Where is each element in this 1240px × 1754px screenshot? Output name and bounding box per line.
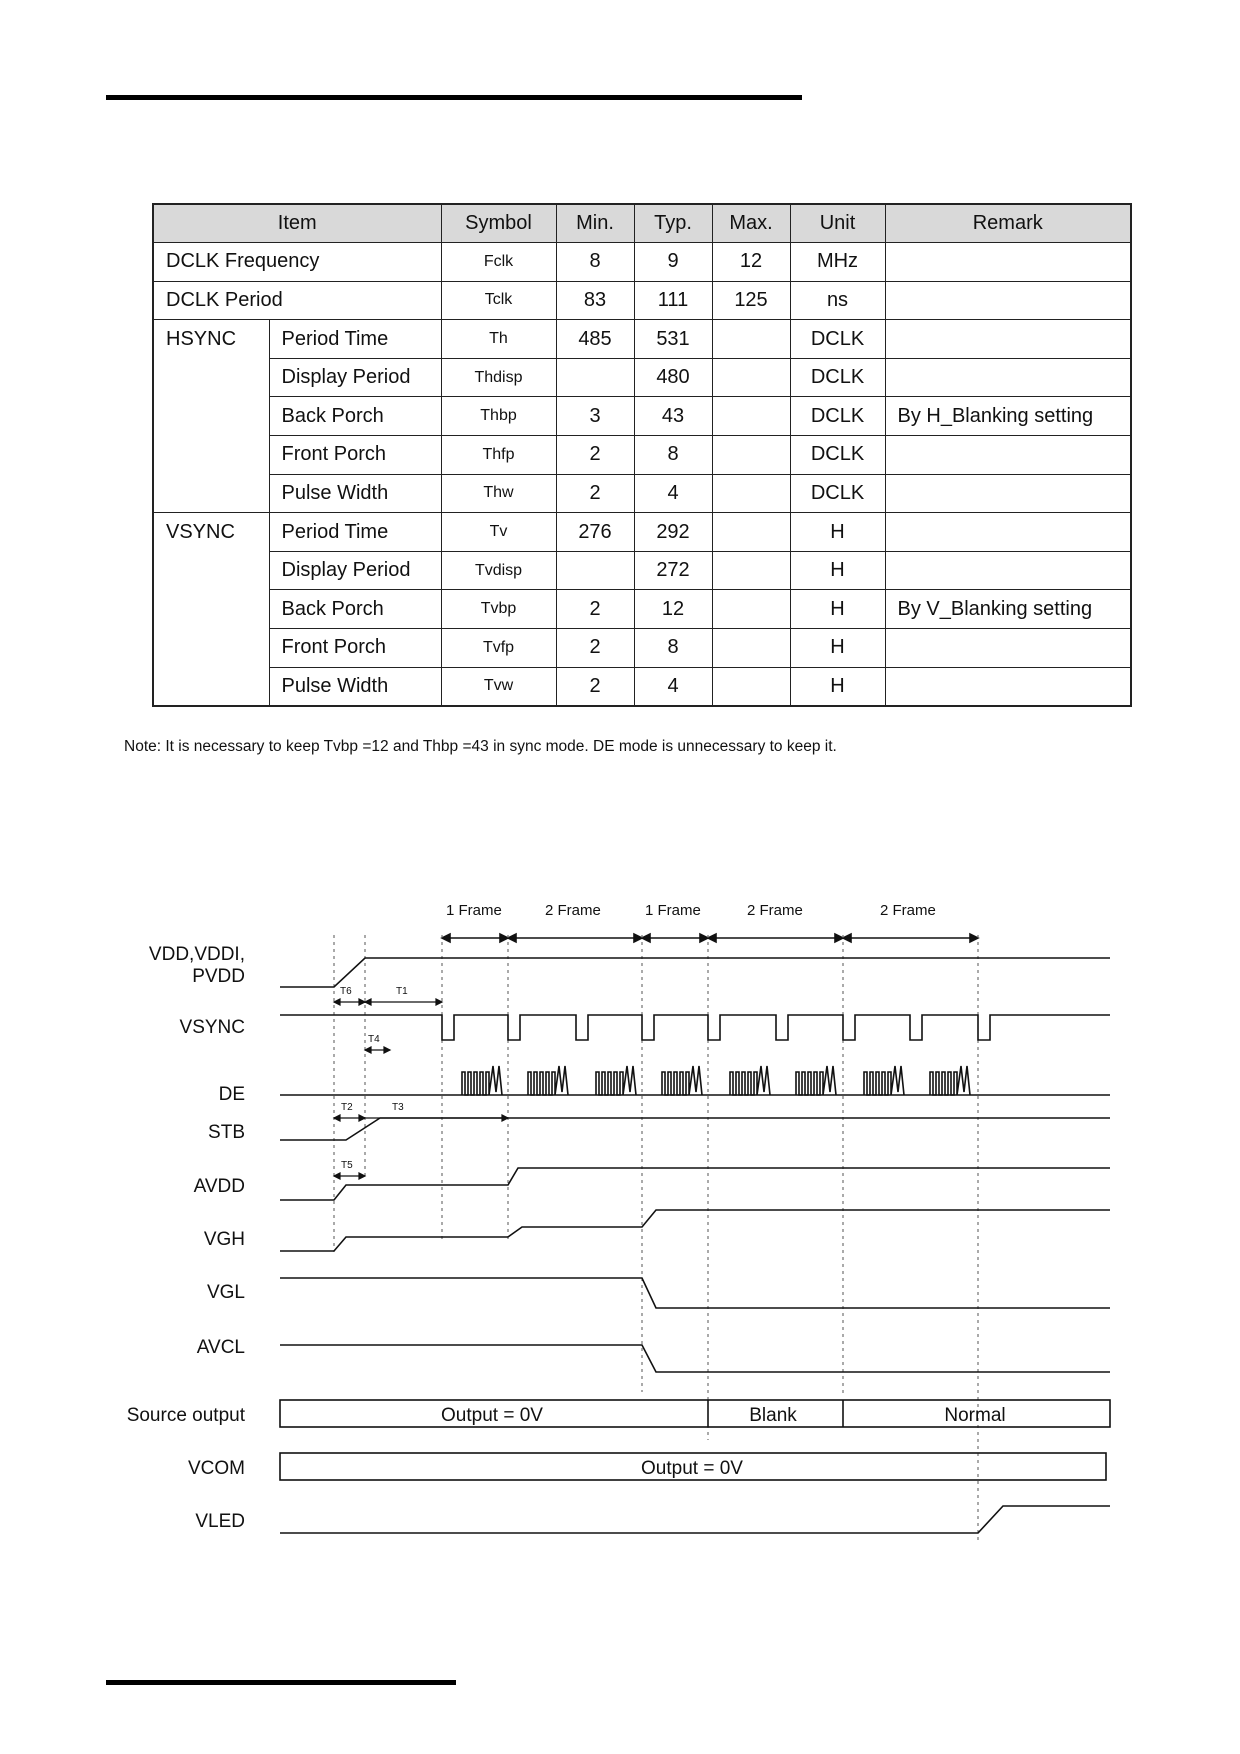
table-row — [153, 667, 1131, 706]
cell-param: Period Time — [269, 320, 441, 359]
cell-param: Pulse Width — [269, 667, 441, 706]
vgl-waveform — [280, 1278, 1110, 1308]
cell-item: DCLK Frequency — [153, 243, 441, 282]
cell-remark — [885, 474, 1131, 513]
table-note: Note: It is necessary to keep Tvbp =12 and Thbp =43 in sync mode. DE mode is unnecessary to keep it. — [124, 738, 837, 755]
cell-unit: H — [790, 513, 885, 552]
table-row — [153, 358, 1131, 397]
cell-max — [712, 397, 790, 436]
group-hsync: HSYNC — [153, 320, 269, 513]
label-avcl: AVCL — [196, 1337, 245, 1358]
cell-typ: 531 — [634, 320, 712, 359]
timing-label-t6: T6 — [340, 986, 352, 997]
label-vgh: VGH — [203, 1229, 245, 1250]
cell-symbol: Tvw — [441, 667, 556, 706]
cell-unit: MHz — [790, 243, 885, 282]
cell-min: 8 — [556, 243, 634, 282]
cell-max — [712, 590, 790, 629]
cell-min: 2 — [556, 590, 634, 629]
header-unit: Unit — [790, 204, 885, 243]
avdd-waveform — [280, 1168, 1110, 1200]
cell-unit: DCLK — [790, 320, 885, 359]
cell-unit: H — [790, 590, 885, 629]
header-min: Min. — [556, 204, 634, 243]
source-segment-output: Output = 0V — [441, 1405, 543, 1426]
cell-max — [712, 474, 790, 513]
header-item: Item — [153, 204, 441, 243]
timing-label-t5: T5 — [341, 1160, 353, 1171]
cell-typ: 480 — [634, 358, 712, 397]
source-segment-blank: Blank — [749, 1405, 797, 1426]
cell-typ: 111 — [634, 281, 712, 320]
avcl-waveform — [280, 1345, 1110, 1372]
cell-remark — [885, 358, 1131, 397]
cell-typ: 4 — [634, 667, 712, 706]
frame-label: 1 Frame — [446, 902, 502, 919]
table-row — [153, 551, 1131, 590]
timing-arrows — [334, 999, 508, 1179]
cell-unit: DCLK — [790, 436, 885, 475]
cell-symbol: Thfp — [441, 436, 556, 475]
timing-label-t1: T1 — [396, 986, 408, 997]
cell-symbol: Fclk — [441, 243, 556, 282]
cell-typ: 12 — [634, 590, 712, 629]
cell-min: 3 — [556, 397, 634, 436]
source-segment-normal: Normal — [944, 1405, 1006, 1426]
table-header-row — [153, 204, 1131, 243]
cell-max — [712, 436, 790, 475]
cell-remark — [885, 667, 1131, 706]
group-vsync: VSYNC — [153, 513, 269, 706]
frame-label: 1 Frame — [645, 902, 701, 919]
cell-symbol: Tvfp — [441, 629, 556, 668]
vsync-waveform — [280, 1015, 1110, 1040]
footer-rule — [106, 1680, 456, 1685]
cell-param: Back Porch — [269, 397, 441, 436]
de-waveform — [280, 1066, 1110, 1095]
label-vled: VLED — [195, 1511, 245, 1532]
table-row — [153, 629, 1131, 668]
cell-remark — [885, 320, 1131, 359]
timing-table — [152, 203, 1132, 707]
header-remark: Remark — [885, 204, 1131, 243]
timing-label-t4: T4 — [368, 1034, 380, 1045]
cell-unit: ns — [790, 281, 885, 320]
table-row — [153, 474, 1131, 513]
cell-symbol: Thbp — [441, 397, 556, 436]
cell-min: 83 — [556, 281, 634, 320]
table-row — [153, 243, 1131, 282]
cell-remark — [885, 436, 1131, 475]
cell-param: Period Time — [269, 513, 441, 552]
cell-max: 125 — [712, 281, 790, 320]
vled-waveform — [280, 1506, 1110, 1533]
vgh-waveform — [280, 1210, 1110, 1251]
cell-min: 2 — [556, 667, 634, 706]
label-vsync: VSYNC — [179, 1017, 245, 1038]
cell-symbol: Tv — [441, 513, 556, 552]
cell-remark — [885, 551, 1131, 590]
stb-waveform — [280, 1118, 1110, 1140]
cell-remark — [885, 629, 1131, 668]
header-symbol: Symbol — [441, 204, 556, 243]
cell-typ: 8 — [634, 629, 712, 668]
table-row — [153, 513, 1131, 552]
cell-symbol: Tvbp — [441, 590, 556, 629]
frame-label: 2 Frame — [545, 902, 601, 919]
label-source-output: Source output — [126, 1405, 245, 1426]
cell-typ: 4 — [634, 474, 712, 513]
frame-label: 2 Frame — [747, 902, 803, 919]
vdd-waveform — [280, 958, 1110, 987]
table-row — [153, 397, 1131, 436]
cell-unit: DCLK — [790, 358, 885, 397]
cell-typ: 292 — [634, 513, 712, 552]
cell-symbol: Th — [441, 320, 556, 359]
label-de: DE — [218, 1084, 245, 1105]
label-stb: STB — [208, 1122, 245, 1143]
table-row — [153, 281, 1131, 320]
cell-min: 485 — [556, 320, 634, 359]
frame-arrows — [442, 934, 978, 942]
cell-typ: 8 — [634, 436, 712, 475]
cell-param: Display Period — [269, 551, 441, 590]
cell-unit: DCLK — [790, 474, 885, 513]
cell-param: Front Porch — [269, 436, 441, 475]
cell-remark — [885, 243, 1131, 282]
cell-unit: H — [790, 667, 885, 706]
cell-param: Display Period — [269, 358, 441, 397]
cell-item: DCLK Period — [153, 281, 441, 320]
cell-param: Front Porch — [269, 629, 441, 668]
cell-max: 12 — [712, 243, 790, 282]
cell-unit: DCLK — [790, 397, 885, 436]
cell-min — [556, 358, 634, 397]
cell-max — [712, 629, 790, 668]
cell-unit: H — [790, 629, 885, 668]
cell-max — [712, 513, 790, 552]
cell-max — [712, 551, 790, 590]
timing-label-t2: T2 — [341, 1102, 353, 1113]
cell-remark: By V_Blanking setting — [885, 590, 1131, 629]
cell-min: 2 — [556, 474, 634, 513]
cell-remark — [885, 513, 1131, 552]
label-vgl: VGL — [206, 1282, 245, 1303]
timing-label-t3: T3 — [392, 1102, 404, 1113]
cell-min: 276 — [556, 513, 634, 552]
table-row — [153, 436, 1131, 475]
header-max: Max. — [712, 204, 790, 243]
cell-min — [556, 551, 634, 590]
label-avdd: AVDD — [193, 1176, 245, 1197]
label-vdd: VDD,VDDI, — [148, 944, 245, 965]
cell-symbol: Thw — [441, 474, 556, 513]
cell-min: 2 — [556, 436, 634, 475]
label-pvdd: PVDD — [192, 966, 245, 987]
cell-max — [712, 320, 790, 359]
table-row — [153, 320, 1131, 359]
cell-remark — [885, 281, 1131, 320]
header-typ: Typ. — [634, 204, 712, 243]
cell-max — [712, 667, 790, 706]
cell-param: Pulse Width — [269, 474, 441, 513]
cell-param: Back Porch — [269, 590, 441, 629]
table-row — [153, 590, 1131, 629]
cell-symbol: Tclk — [441, 281, 556, 320]
cell-symbol: Thdisp — [441, 358, 556, 397]
cell-typ: 9 — [634, 243, 712, 282]
cell-symbol: Tvdisp — [441, 551, 556, 590]
vcom-segment-output: Output = 0V — [641, 1458, 743, 1479]
cell-min: 2 — [556, 629, 634, 668]
cell-remark: By H_Blanking setting — [885, 397, 1131, 436]
label-vcom: VCOM — [188, 1458, 245, 1479]
cell-typ: 272 — [634, 551, 712, 590]
header-rule — [106, 95, 802, 100]
power-on-timing-diagram — [0, 880, 1240, 1580]
cell-typ: 43 — [634, 397, 712, 436]
cell-max — [712, 358, 790, 397]
frame-label: 2 Frame — [880, 902, 936, 919]
cell-unit: H — [790, 551, 885, 590]
